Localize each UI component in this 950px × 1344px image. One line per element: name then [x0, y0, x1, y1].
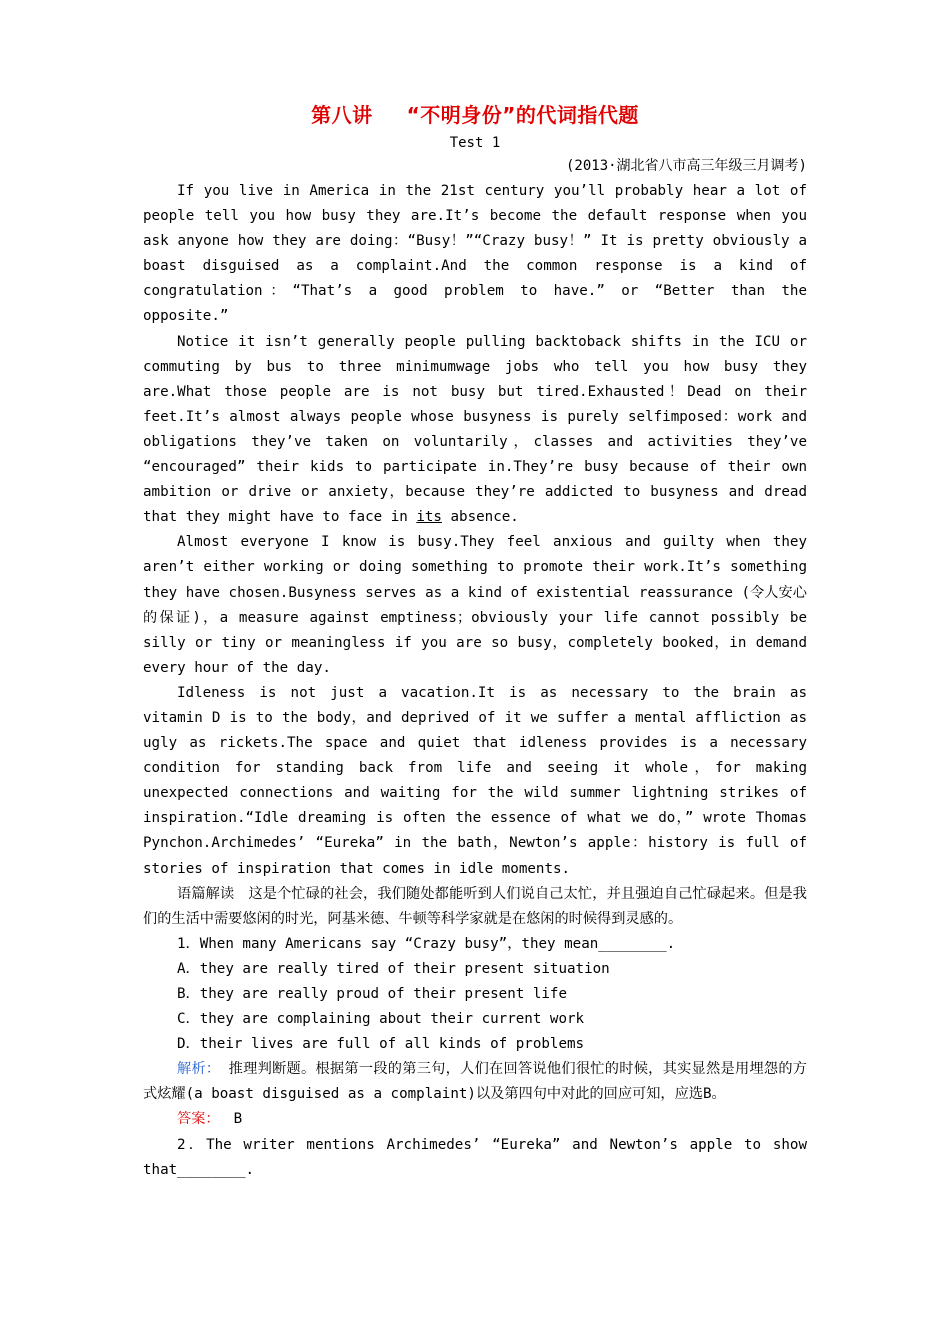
answer-value: B: [233, 1111, 243, 1128]
passage-paragraph-3: Almost everyone I know is busy.They feel anxious and guilty when they aren’t either working or doing something to promote their work.It’s something they have chosen.Busyness serves as a kind of existential reassurance (令人安心的保证)，a measure against emptiness；obviously your life cannot possibly be silly or tiny or meaningless if you are so busy，completely booked，in demand every hour of the day.: [143, 534, 807, 676]
summary-text: 这是个忙碌的社会，我们随处都能听到人们说自己太忙，并且强迫自己忙碌起来。但是我们的生活中需要悠闲的时光，阿基米德、牛顿等科学家就是在悠闲的时候得到灵感的。: [143, 885, 807, 927]
answer-label: 答案：: [177, 1111, 220, 1128]
question-1-option-a: A．they are really tired of their present situation: [177, 960, 610, 977]
question-1-option-b: B．they are really proud of their present life: [177, 986, 568, 1002]
analysis-text: 推理判断题。根据第一段的第三句，人们在回答说他们很忙的时候，其实显然是用埋怨的方式炫耀(a boast disguised as a complaint)以及第四句中对此的回应可知，应选B。: [143, 1061, 807, 1103]
question-1-analysis: [143, 1057, 807, 1107]
question-1-stem: 1．When many Americans say “Crazy busy”，they mean________.: [177, 935, 676, 952]
passage-paragraph-2: [143, 330, 807, 531]
lecture-topic: “不明身份”的代词指代题: [406, 103, 639, 127]
document-page: [143, 100, 807, 1183]
question-1-option-c: C．they are complaining about their current work: [177, 1011, 585, 1028]
test-label: Test 1: [449, 135, 501, 151]
passage-paragraph-1: If you live in America in the 21st century you’ll probably hear a lot of people tell you how busy they are.It’s become the default response when you ask anyone how they are doing：“Busy！”“Crazy busy！” It is pretty obviously a boast disguised as a complaint.And the common response is a kind of congratulation：“That’s a good problem to have.” or “Better than the opposite.”: [143, 183, 807, 325]
paragraph-2-end: absence.: [441, 509, 519, 526]
lecture-number: 第八讲: [311, 103, 373, 127]
underlined-word: its: [416, 509, 442, 526]
question-2-stem: 2．The writer mentions Archimedes’ “Eureka” and Newton’s apple to show that________.: [143, 1136, 807, 1178]
source-note: (2013·湖北省八市高三年级三月调考): [565, 158, 807, 174]
passage-summary: [143, 882, 807, 932]
question-1-answer: [143, 1107, 807, 1132]
page-title: [143, 100, 807, 130]
analysis-label: 解析：: [177, 1061, 221, 1078]
summary-label: 语篇解读: [177, 885, 235, 902]
question-1-option-d: D．their lives are full of all kinds of problems: [177, 1036, 585, 1053]
paragraph-2-text: Notice it isn’t generally people pulling backtoback shifts in the ICU or commuting by bus to three minimumwage jobs who tell you how busy they are.What those people are is not busy but tired.Exhausted！Dead on their feet.It’s almost always people whose busyness is purely selfimposed：work and obligations they’ve taken on voluntarily，classes and activities they’ve “encouraged” their kids to participate in.They’re busy because of their own ambition or drive or anxiety，because they’re addicted to busyness and dread that they might have to face in: [143, 333, 807, 526]
passage-paragraph-4: Idleness is not just a vacation.It is as necessary to the brain as vitamin D is to the body，and deprived of it we suffer a mental affliction as ugly as rickets.The space and quiet that idleness provides is a necessary condition for standing back from life and seeing it whole，for making unexpected connections and waiting for the wild summer lightning strikes of inspiration.“Idle dreaming is often the essence of what we do，” wrote Thomas Pynchon.Archimedes’ “Eureka” in the bath，Newton’s apple：history is full of stories of inspiration that comes in idle moments.: [143, 684, 807, 877]
